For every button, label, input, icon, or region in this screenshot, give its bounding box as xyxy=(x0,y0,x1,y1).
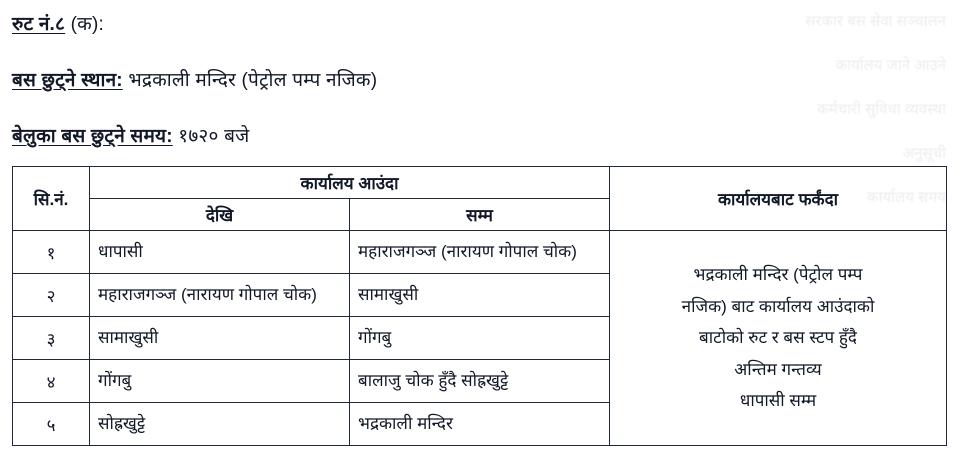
route-label: रुट नं. xyxy=(12,14,56,35)
cell-from: सामाखुसी xyxy=(90,317,350,360)
cell-serial-number: ३ xyxy=(13,317,90,360)
return-line: बाटोको रुट र बस स्टप हुँदै xyxy=(699,328,857,348)
departure-time-value: १७२० बजे xyxy=(178,126,250,147)
cell-to: सामाखुसी xyxy=(350,274,610,317)
bleed-line: कार्यालय जाने आउने xyxy=(835,57,946,74)
departure-time-line xyxy=(12,122,950,148)
header-return-trip: कार्यालयबाट फर्कंदा xyxy=(610,167,947,231)
bleed-line: कार्यालय समय xyxy=(867,189,946,206)
bleed-line: कर्मचारी सुविधा व्यवस्था xyxy=(817,101,946,118)
route-number: ८ xyxy=(55,14,66,35)
cell-to: महाराजगञ्ज (नारायण गोपाल चोक) xyxy=(350,231,610,274)
return-line: धापासी सम्म xyxy=(739,391,817,411)
route-suffix: (क): xyxy=(70,14,104,35)
cell-to: भद्रकाली मन्दिर xyxy=(350,403,610,446)
header-outbound-group: कार्यालय आउंदा xyxy=(90,167,610,199)
cell-to: बालाजु चोक हुँदै सोह्रखुट्टे xyxy=(350,360,610,403)
bus-route-table xyxy=(12,166,947,446)
cell-serial-number: ५ xyxy=(13,403,90,446)
cell-from: धापासी xyxy=(90,231,350,274)
cell-from: महाराजगञ्ज (नारायण गोपाल चोक) xyxy=(90,274,350,317)
departure-place-label: बस छुट्ने स्थान: xyxy=(12,70,123,91)
table-body xyxy=(13,231,947,446)
cell-serial-number: २ xyxy=(13,274,90,317)
header-from: देखि xyxy=(90,199,350,231)
departure-time-label: बेलुका बस छुट्ने समय: xyxy=(12,126,173,147)
table-header xyxy=(13,167,947,231)
table-row xyxy=(13,231,947,274)
cell-from: गोंगबु xyxy=(90,360,350,403)
return-line: भद्रकाली मन्दिर (पेट्रोल पम्प xyxy=(693,265,863,285)
cell-serial-number: १ xyxy=(13,231,90,274)
departure-place-line xyxy=(12,66,950,92)
cell-serial-number: ४ xyxy=(13,360,90,403)
cell-return-description xyxy=(610,231,947,446)
route-heading xyxy=(12,10,950,36)
return-line: नजिक) बाट कार्यालय आउंदाको xyxy=(681,296,875,316)
bleed-line: अनुसूची xyxy=(902,145,946,162)
table-header-row-top xyxy=(13,167,947,199)
cell-to: गोंगबु xyxy=(350,317,610,360)
header-to: सम्म xyxy=(350,199,610,231)
return-line: अन्तिम गन्तव्य xyxy=(734,359,822,379)
bleed-line: सरकार बस सेवा सञ्चालन xyxy=(805,13,946,30)
cell-from: सोह्रखुट्टे xyxy=(90,403,350,446)
departure-place-value: भद्रकाली मन्दिर (पेट्रोल पम्प नजिक) xyxy=(128,70,378,91)
header-serial-number: सि.नं. xyxy=(13,167,90,231)
